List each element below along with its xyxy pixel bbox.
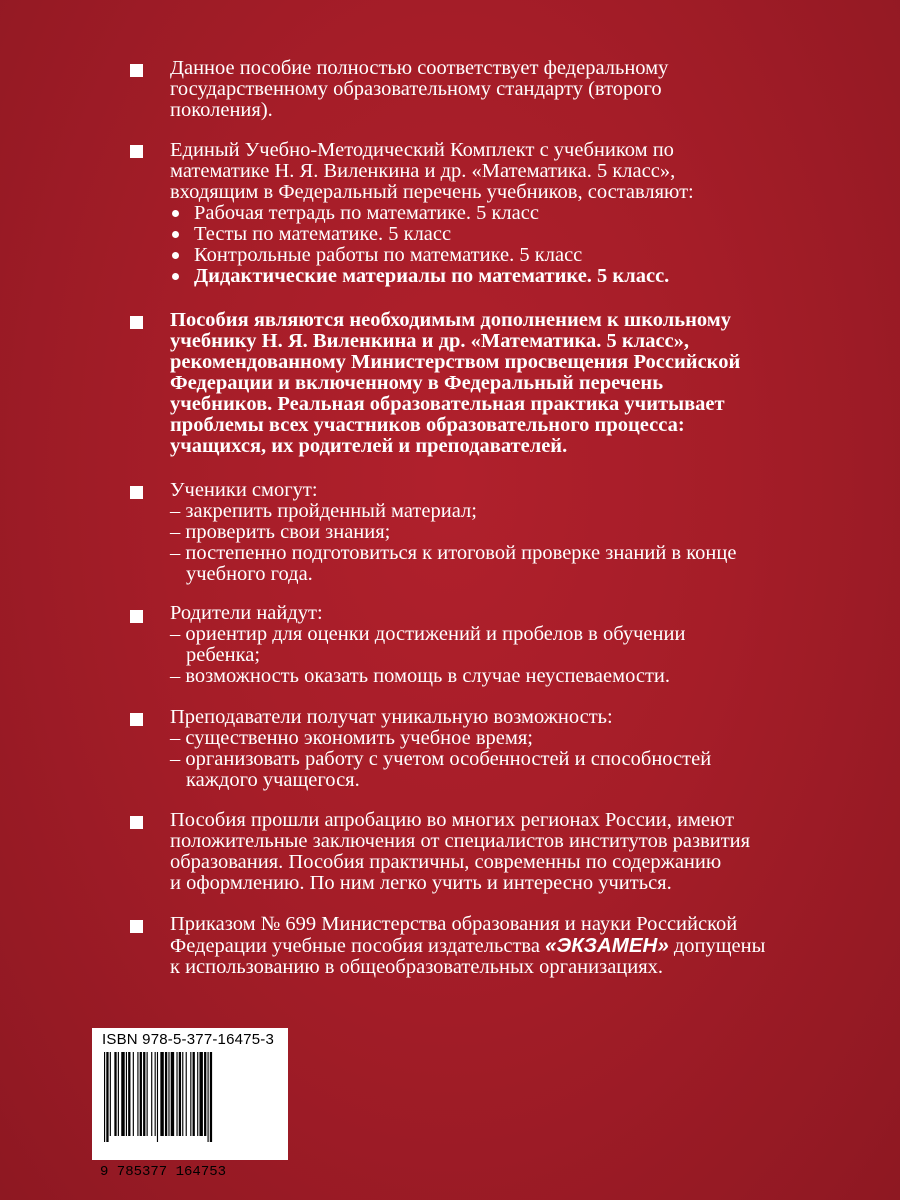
section-8-line-2 <box>170 935 850 957</box>
barcode-bar <box>176 1052 177 1136</box>
section-6-line-4: каждого учащегося. <box>186 769 360 791</box>
section-5-line-3: ребенка; <box>186 644 261 666</box>
section-2-line-3: входящим в Федеральный перечень учебников, составляют: <box>170 181 694 203</box>
barcode-bar <box>121 1052 124 1136</box>
section-3-line-6: проблемы всех участников образовательного процесса: <box>170 414 685 436</box>
isbn-label: ISBN 978-5-377-16475-3 <box>102 1031 275 1048</box>
list-item-text: Тесты по математике. 5 класс <box>194 223 452 245</box>
list-item-text: Рабочая тетрадь по математике. 5 класс <box>194 202 539 224</box>
barcode-bar <box>147 1052 148 1136</box>
barcode-bar <box>204 1052 206 1136</box>
section-4-line-3: – проверить свои знания; <box>170 521 391 543</box>
section-8-line-3: к использованию в общеобразовательных организациях. <box>170 956 664 978</box>
list-item <box>170 245 850 266</box>
section-3-bullet <box>130 316 143 329</box>
barcode-bar <box>186 1052 187 1136</box>
section-1-line-1: Данное пособие полностью соответствует федеральному <box>170 57 669 79</box>
section-8-line-1: Приказом № 699 Министерства образования и науки Российской <box>170 913 738 935</box>
barcode-digits: 9 785377 164753 <box>100 1164 227 1180</box>
list-item-text: Дидактические материалы по математике. 5 класс. <box>194 265 670 287</box>
barcode-bar <box>190 1052 191 1136</box>
section-4-line-1: Ученики смогут: <box>170 479 318 501</box>
barcode-bar <box>126 1052 127 1136</box>
section-6-line-2: – существенно экономить учебное время; <box>170 727 533 749</box>
barcode <box>102 1052 278 1142</box>
section-1-text <box>170 58 850 121</box>
list-item <box>170 224 850 245</box>
barcode-bar <box>155 1052 156 1136</box>
section-3-line-4: Федерации и включенному в Федеральный перечень <box>170 372 664 394</box>
barcode-bar <box>179 1052 181 1136</box>
section-5-line-2: – ориентир для оценки достижений и пробелов в обучении <box>170 623 686 645</box>
section-7-line-1: Пособия прошли апробацию во многих регионах России, имеют <box>170 809 735 831</box>
section-3-line-3: рекомендованному Министерством просвещения Российской <box>170 351 741 373</box>
list-item <box>170 266 850 287</box>
section-2-text <box>170 140 850 287</box>
section-3-line-2: учебнику Н. Я. Виленкина и др. «Математика. 5 класс», <box>170 330 690 352</box>
section-8-text <box>170 914 850 978</box>
barcode-bar <box>118 1052 119 1136</box>
section-4-line-2: – закрепить пройденный материал; <box>170 500 477 522</box>
section-3-line-7: учащихся, их родителей и преподавателей. <box>170 435 568 457</box>
barcode-bar <box>157 1052 158 1142</box>
barcode-bar <box>110 1052 111 1136</box>
section-4-bullet <box>130 486 143 499</box>
barcode-bar <box>197 1052 198 1136</box>
dot-bullet <box>172 210 179 217</box>
section-5-line-4: – возможность оказать помощь в случае неуспеваемости. <box>170 665 671 687</box>
section-5-line-1: Родители найдут: <box>170 602 323 624</box>
section-3-text <box>170 310 850 457</box>
section-6-bullet <box>130 713 143 726</box>
section-7-bullet <box>130 816 143 829</box>
list-item <box>170 203 850 224</box>
list-item-text: Контрольные работы по математике. 5 класс <box>194 244 583 266</box>
section-8-bullet <box>130 920 143 933</box>
barcode-bar <box>208 1052 209 1142</box>
section-8-line-2-end: допущены <box>673 935 766 957</box>
section-7-line-4: и оформлению. По ним легко учить и интересно учиться. <box>170 872 672 894</box>
barcode-bar <box>171 1052 174 1136</box>
barcode-bar <box>143 1052 145 1136</box>
barcode-bar <box>193 1052 195 1136</box>
section-4-line-5: учебного года. <box>186 563 313 585</box>
dot-bullet <box>172 252 179 259</box>
barcode-bar <box>133 1052 134 1136</box>
barcode-bar <box>137 1052 138 1136</box>
barcode-bar <box>182 1052 183 1136</box>
dot-bullet <box>172 273 179 280</box>
section-7-text <box>170 810 850 894</box>
section-7-line-2: положительные заключения от специалистов институтов развития <box>170 830 751 852</box>
dot-bullet <box>172 231 179 238</box>
barcode-bar <box>168 1052 169 1136</box>
section-2-bullet <box>130 145 143 158</box>
section-2-line-2: математике Н. Я. Виленкина и др. «Математика. 5 класс», <box>170 160 676 182</box>
section-6-line-3: – организовать работу с учетом особенностей и способностей <box>170 748 712 770</box>
section-6-text <box>170 707 850 791</box>
section-7-line-3: образования. Пособия практичны, современны по содержанию <box>170 851 722 873</box>
section-3-line-1: Пособия являются необходимым дополнением к школьному <box>170 309 731 331</box>
barcode-bar <box>160 1052 163 1136</box>
section-8-line-2-start: Федерации учебные пособия издательства <box>170 935 540 957</box>
barcode-bar <box>210 1052 212 1142</box>
barcode-bar <box>104 1052 105 1142</box>
section-3-line-5: учебников. Реальная образовательная практика учитывает <box>170 393 725 415</box>
section-1-line-2: государственному образовательному стандарту (второго <box>170 78 662 100</box>
section-2-line-1: Единый Учебно-Методический Комплект с учебником по <box>170 139 674 161</box>
section-5-bullet <box>130 610 143 623</box>
section-1-line-3: поколения). <box>170 99 273 121</box>
isbn-barcode-box <box>92 1028 288 1180</box>
barcode-bar <box>151 1052 152 1136</box>
publisher-name: «ЭКЗАМЕН» <box>545 934 669 957</box>
section-6-line-1: Преподаватели получат уникальную возможность: <box>170 706 613 728</box>
barcode-bar <box>165 1052 167 1136</box>
section-1-bullet <box>130 64 143 77</box>
section-4-line-4: – постепенно подготовиться к итоговой проверке знаний в конце <box>170 542 737 564</box>
barcode-bar <box>140 1052 142 1136</box>
barcode-bar <box>199 1052 202 1136</box>
barcode-bar <box>114 1052 116 1136</box>
barcode-bar <box>128 1052 130 1136</box>
section-4-text <box>170 480 850 585</box>
barcode-bar <box>106 1052 108 1142</box>
section-5-text <box>170 603 850 687</box>
